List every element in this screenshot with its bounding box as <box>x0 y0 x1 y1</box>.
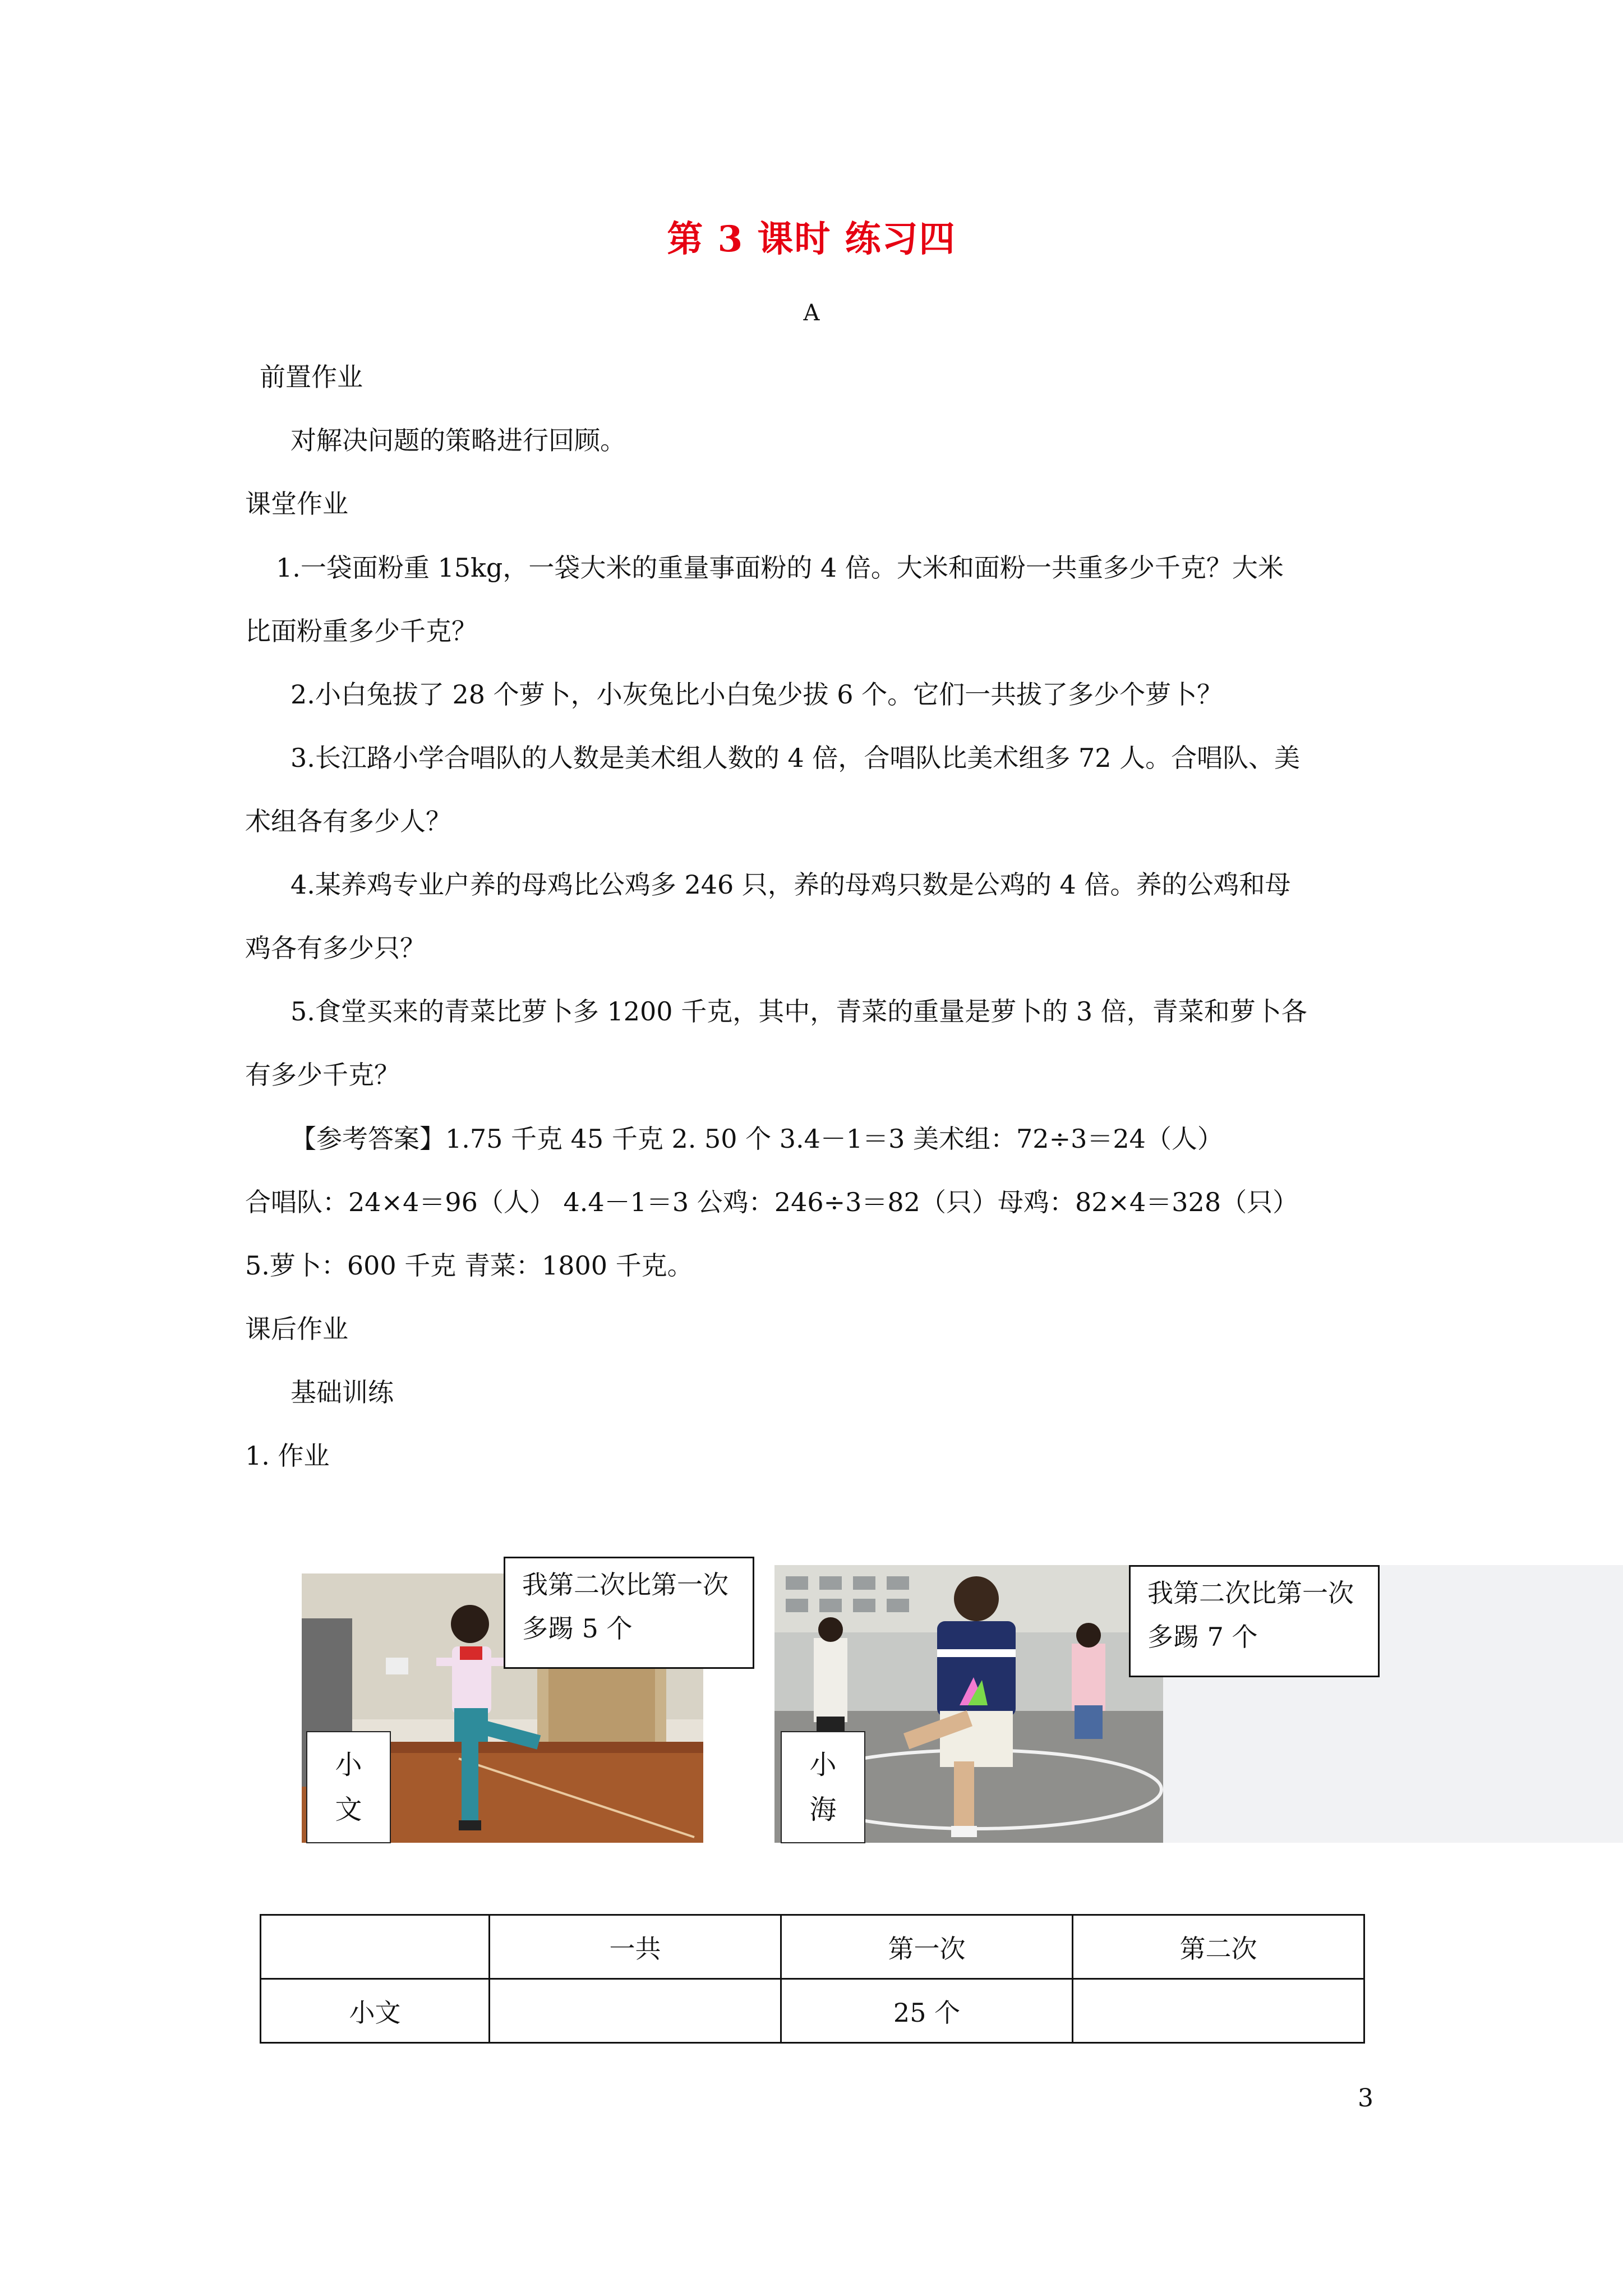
answer-line-1: 【参考答案】1.75 千克 45 千克 2. 50 个 3.4－1＝3 美术组：72÷3＝24（人） <box>291 1124 1223 1154</box>
class-work-heading: 课堂作业 <box>245 489 348 519</box>
section-label: A <box>803 300 820 326</box>
table-header-cell: 一共 <box>490 1915 781 1979</box>
answer-line-2: 合唱队：24×4＝96（人） 4.4－1＝3 公鸡：246÷3＝82（只）母鸡：82×4＝328（只） <box>245 1187 1299 1217</box>
name-char-2: 海 <box>809 1794 837 1825</box>
table-header-row <box>261 1915 1364 1979</box>
basic-training-heading: 基础训练 <box>291 1377 394 1407</box>
table-cell <box>490 1979 781 2043</box>
table-cell <box>1073 1979 1364 2043</box>
speech-bubble-xiaowen: 我第二次比第一次多踢 5 个 <box>504 1557 754 1669</box>
answer-line-3: 5.萝卜：600 千克 青菜：1800 千克。 <box>245 1250 693 1281</box>
kick-count-table <box>260 1914 1365 2044</box>
name-char-1: 小 <box>335 1749 362 1780</box>
question-4-line-1: 4.某养鸡专业户养的母鸡比公鸡多 246 只，养的母鸡只数是公鸡的 4 倍。养的公鸡和母 <box>291 869 1291 900</box>
question-5-line-2: 有多少千克？ <box>245 1060 400 1090</box>
homework-item-1: 1. 作业 <box>245 1441 330 1471</box>
question-5-line-1: 5.食堂买来的青菜比萝卜多 1200 千克，其中，青菜的重量是萝卜的 3 倍，青菜和萝卜各 <box>291 996 1307 1027</box>
speech-bubble-xiaohai: 我第二次比第一次多踢 7 个 <box>1129 1565 1380 1677</box>
table-cell: 小文 <box>261 1979 490 2043</box>
table-header-cell: 第二次 <box>1073 1915 1364 1979</box>
question-3-line-2: 术组各有多少人？ <box>245 806 451 836</box>
page-title: 第 3 课时 练习四 <box>667 218 956 260</box>
question-1-line-2: 比面粉重多少千克？ <box>245 616 477 646</box>
page-number: 3 <box>1358 2084 1373 2113</box>
question-1-line-1: 1.一袋面粉重 15kg，一袋大米的重量事面粉的 4 倍。大米和面粉一共重多少千克？大米 <box>276 553 1284 583</box>
question-2: 2.小白兔拔了 28 个萝卜，小灰兔比小白兔少拔 6 个。它们一共拔了多少个萝卜？ <box>291 679 1223 710</box>
table-cell: 25 个 <box>781 1979 1073 2043</box>
name-char-2: 文 <box>335 1794 362 1825</box>
table-row <box>261 1979 1364 2043</box>
table-header-cell <box>261 1915 490 1979</box>
pre-text: 对解决问题的策略进行回顾。 <box>291 425 626 455</box>
name-label-xiaowen <box>306 1731 391 1843</box>
question-3-line-1: 3.长江路小学合唱队的人数是美术组人数的 4 倍，合唱队比美术组多 72 人。合唱队、美 <box>291 743 1301 773</box>
table-header-cell: 第一次 <box>781 1915 1073 1979</box>
name-char-1: 小 <box>809 1749 837 1780</box>
name-label-xiaohai <box>781 1731 865 1843</box>
homework-heading: 课后作业 <box>245 1314 348 1344</box>
question-4-line-2: 鸡各有多少只？ <box>245 933 426 963</box>
pre-heading: 前置作业 <box>260 362 363 392</box>
